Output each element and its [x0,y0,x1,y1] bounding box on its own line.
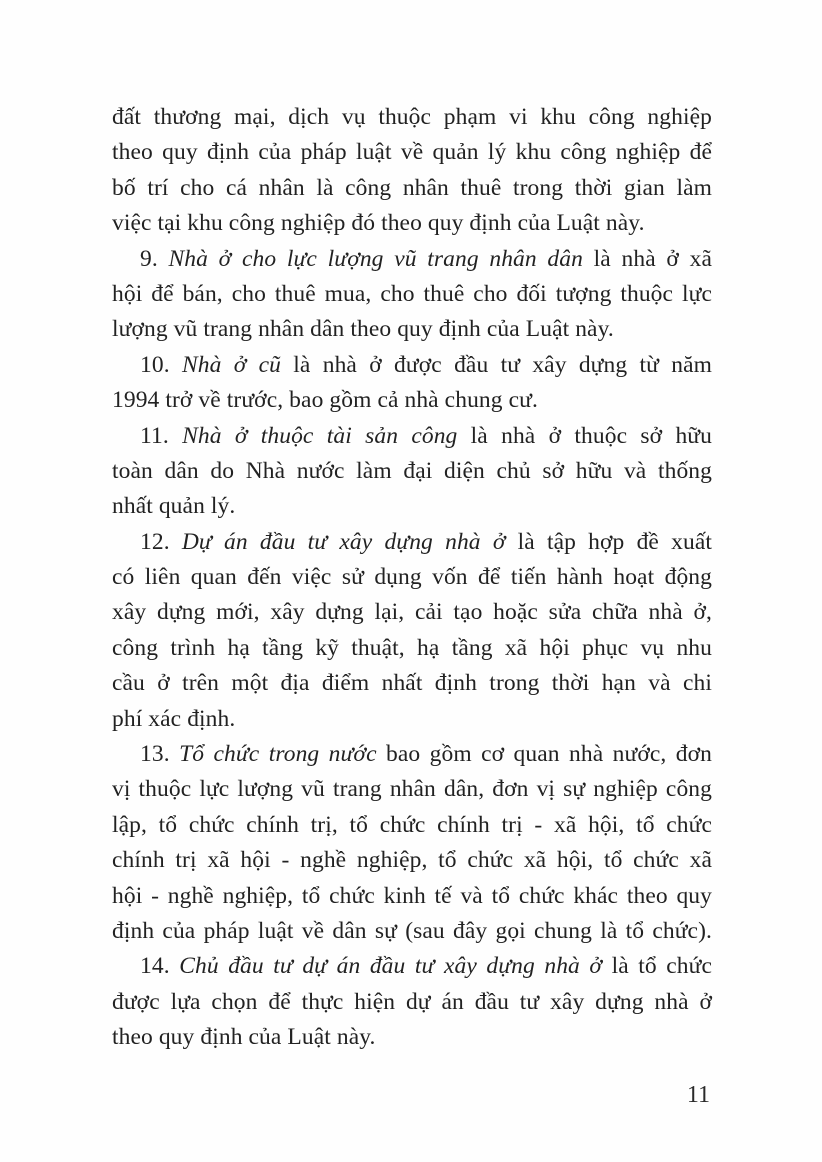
text-line [112,383,712,418]
text-line [112,135,712,170]
text-line [112,1020,712,1055]
body-text: phí xác định. [112,705,236,732]
body-text: là nhà ở xã [583,245,713,272]
text-line [112,595,712,630]
text-line [112,914,712,949]
body-text: là nhà ở được đầu tư xây dựng từ năm [281,351,712,378]
text-line [112,843,712,878]
text-line [112,737,712,772]
body-text: 12. [140,528,182,555]
text-line [112,277,712,312]
body-text: là tổ chức [602,953,712,980]
text-line [112,206,712,241]
body-text: công trình hạ tầng kỹ thuật, hạ tầng xã hội phục vụ nhu [112,634,712,661]
page-number: 11 [686,1082,710,1108]
body-text: bao gồm cơ quan nhà nước, đơn [376,741,713,768]
body-text: hội - nghề nghiệp, tổ chức kinh tế và tổ chức khác theo quy [112,882,712,909]
text-line [112,242,712,277]
body-text: theo quy định của pháp luật về quản lý khu công nghiệp để [112,139,712,166]
body-text: toàn dân do Nhà nước làm đại diện chủ sở hữu và thống [112,457,712,484]
body-text: nhất quản lý. [112,493,236,520]
body-text: theo quy định của Luật này. [112,1024,376,1051]
text-line [112,949,712,984]
text-line [112,348,712,383]
text-line [112,666,712,701]
body-text: có liên quan đến việc sử dụng vốn để tiến hành hoạt động [112,564,712,591]
body-text: 1994 trở về trước, bao gồm cả nhà chung cư. [112,387,538,414]
text-line [112,631,712,666]
defined-term: Dự án đầu tư xây dựng nhà ở [181,528,506,555]
defined-term: Tổ chức trong nước [179,741,377,768]
body-text: là nhà ở thuộc sở hữu [457,422,712,449]
text-line [112,525,712,560]
body-text: bố trí cho cá nhân là công nhân thuê trong thời gian làm [112,174,712,201]
defined-term: Nhà ở cho lực lượng vũ trang nhân dân [168,245,583,272]
body-text: vị thuộc lực lượng vũ trang nhân dân, đơn vị sự nghiệp công [112,776,712,803]
body-text: đất thương mại, dịch vụ thuộc phạm vi khu công nghiệp [112,104,712,130]
body-text: xây dựng mới, xây dựng lại, cải tạo hoặc sửa chữa nhà ở, [112,599,712,626]
defined-term: Chủ đầu tư dự án đầu tư xây dựng nhà ở [179,953,603,980]
text-line [112,560,712,595]
body-text: việc tại khu công nghiệp đó theo quy định của Luật này. [112,210,645,237]
text-line [112,772,712,807]
text-line [112,419,712,454]
defined-term: Nhà ở thuộc tài sản công [182,422,458,449]
body-text: 11. [140,422,183,449]
text-line [112,100,712,135]
text-line [112,489,712,524]
text-line [112,985,712,1020]
body-text: là tập hợp đề xuất [505,528,712,555]
body-text: hội để bán, cho thuê mua, cho thuê cho đối tượng thuộc lực [112,280,712,307]
body-text: được lựa chọn để thực hiện dự án đầu tư xây dựng nhà ở [112,988,712,1015]
text-line [112,171,712,206]
text-line [112,879,712,914]
defined-term: Nhà ở cũ [181,351,282,378]
body-text: 14. [140,953,180,980]
body-text: cầu ở trên một địa điểm nhất định trong thời hạn và chi [112,670,712,697]
body-text: chính trị xã hội - nghề nghiệp, tổ chức xã hội, tổ chức xã [112,847,712,874]
text-line [112,312,712,347]
body-text: định của pháp luật về dân sự (sau đây gọi chung là tổ chức). [112,917,712,944]
text-block [112,100,712,1056]
body-text: 10. [140,351,182,378]
body-text: lập, tổ chức chính trị, tổ chức chính trị - xã hội, tổ chức [112,811,712,838]
text-line [112,808,712,843]
body-text: lượng vũ trang nhân dân theo quy định của Luật này. [112,316,614,343]
text-line [112,702,712,737]
body-text: 9. [140,245,169,272]
text-line [112,454,712,489]
body-text: 13. [140,741,180,768]
